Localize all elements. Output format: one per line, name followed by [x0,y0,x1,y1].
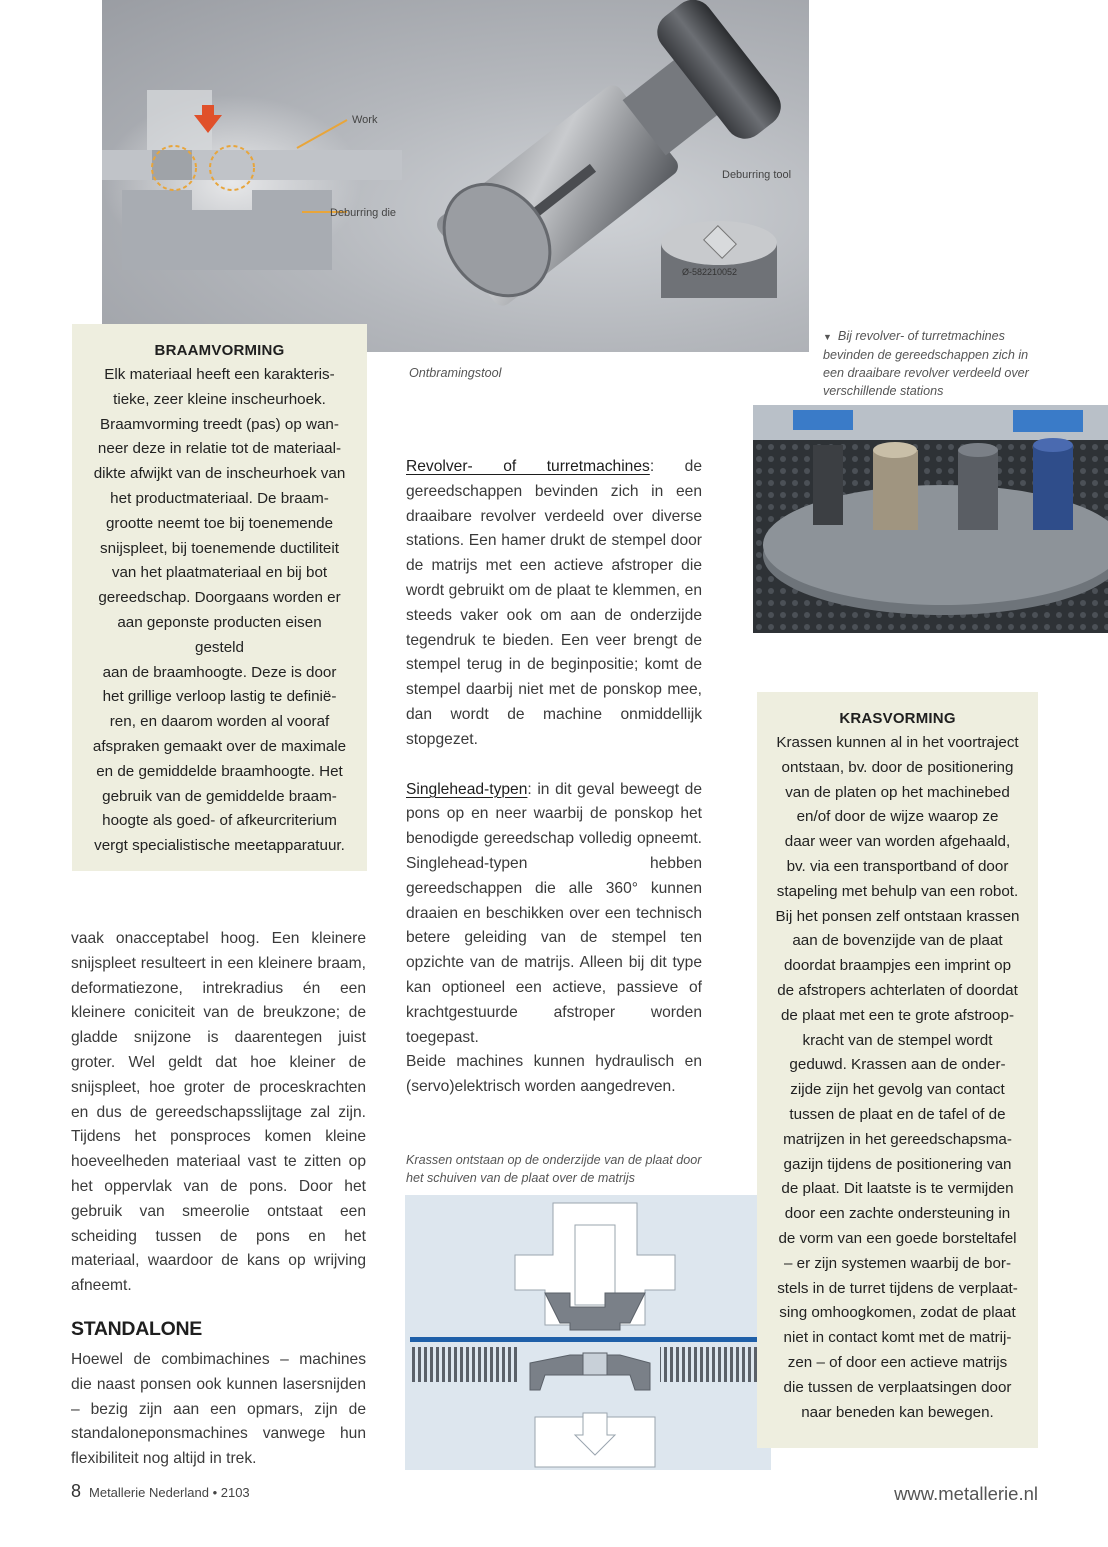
braamvorming-text: Elk materiaal heeft een karakteris- tieke, zeer kleine inscheurhoek. Braamvorming treedt (pas) op wan- neer deze in relatie tot de materiaal- dikte afwijkt van de inscheurhoek van het productmateriaal. De braam- grootte neemt toe bij toenemende snijspleet, bij toenemende ductiliteit van het plaatmateriaal en bij bot gereedschap. Doorgaans worden er aan geponste producten eisen gesteld aan de braamhoogte. Deze is door het grillige verloop lastig te definië- ren, en daarom worden al vooraf afspraken gemaakt over de maximale en de gemiddelde braamhoogte. Het gebruik van de gemiddelde braam- hoogte als goed- of afkeurcriterium vergt specialistische meetapparatuur. [92,366,347,855]
sidebar-krasvorming [757,692,1038,1448]
caption-turret-text: Bij revolver- of turretmachines bevinden de gereedschappen zich in een draaibare revolver verdeeld over verschillende stations [823,329,1029,398]
page-number: 8 [71,1481,82,1501]
term-revolver: Revolver- of turretmachines [406,458,650,475]
paragraph-standalone: Hoewel de combimachines – machines die naast ponsen ook kunnen lasersnijden – bezig zijn aan een opmars, zijn de standaloneponsmachines vanwege hun flexibiliteit nog altijd in trek. [71,1351,366,1468]
publication-name: Metallerie Nederland • 2103 [89,1485,250,1500]
caret-down-icon: ▼ [823,332,832,342]
photo-turret-machine [753,405,1108,633]
term-singlehead: Singlehead-typen [406,780,528,798]
column-left [71,927,366,1299]
paragraph-singlehead: Singlehead-typen: in dit geval beweegt de pons op en neer waarbij de ponskop het benodigde gereedschap volledig opneemt. Singlehead-typen hebben gereedschappen die alle 360° kunnen draaien en beschikken over een technisch betere geleiding van de stempel ten opzichte van de matrijs. Alleen bij dit type kan optioneel een actieve, passieve of krachtgestuurde afstroper worden toegepast. [406,780,702,1046]
caption-photo: Ontbramingstool [409,366,502,380]
caption-turret [823,327,1048,400]
sidebar-braamvorming [72,324,367,871]
website-link[interactable]: www.metallerie.nl [894,1483,1038,1504]
label-deburring-die: Deburring die [330,207,397,219]
krasvorming-title: KRASVORMING [839,710,956,727]
paragraph-aandrijving: Beide machines kunnen hydraulisch en (servo)elektrisch worden aangedreven. [406,1053,702,1096]
label-deburring-tool: Deburring tool [722,169,792,181]
column-left-standalone [71,1348,366,1472]
paragraph-snijspleet: vaak onacceptabel hoog. Een kleinere snijspleet resulteert in een kleinere braam, deformatiezone, intrekradius én een kleinere coniciteit van de breukzone; de gladde snijzone is daarentegen juist groter. Wel geldt dat hoe kleiner de snijspleet, hoe groter de proceskrachten en dus de gereedschapsslijtage zal zijn. Tijdens het ponsproces komen kleine hoeveelheden materiaal vast te zitten op het oppervlak van de pons. Door het gebruik van smeerolie ontstaat een scheiding tussen de pons en het materiaal, waardoor de kans op wrijving afneemt. [71,930,366,1295]
label-work: Work [352,114,378,126]
caption-kras: Krassen ontstaan op de onderzijde van de plaat door het schuiven van de plaat over de matrijs [406,1153,702,1185]
column-middle [406,455,702,1100]
tool-marking: Ø-582210052 [682,267,738,277]
krasvorming-text: Krassen kunnen al in het voortraject ontstaan, bv. door de positionering van de platen op het machinebed en/of door de wijze waarop ze daar weer van worden afgehaald, bv. via een transportband of door stapeling met behulp van een robot. Bij het ponsen zelf ontstaan krassen aan de bovenzijde van de plaat doordat braampjes een imprint op de afstropers achterlaten of doordat de plaat met een te grote afstroop- kracht van de stempel wordt geduwd. Krassen aan de onder- zijde zijn het gevolg van contact tussen de plaat en de tafel of de matrijzen in het gereedschapsma- gazijn tijdens de positionering van de plaat. Dit laatste is te vermijden door een zachte ondersteuning in de vorm van een goede borsteltafel – er zijn systemen waarbij de bor- stels in de turret tijdens de verplaat- sing omhoogkomen, zodat de plaat niet in contact komt met de matrij- zen – of door een actieve matrijs die tussen de verplaatsingen door naar beneden kan bewegen. [775,734,1020,1421]
photo-deburring-tool [102,0,809,352]
heading-standalone: STANDALONE [71,1318,202,1340]
diagram-brush-table [405,1195,771,1470]
paragraph-revolver: Revolver- of turretmachines: de gereedschappen bevinden zich in een draaibare revolver verdeeld over diverse stations. Een hamer drukt de stempel door de matrijs met een actieve afstroper die wordt gebruikt om de plaat te klemmen, en steeds vaker ook om aan de onderzijde tegendruk te bieden. Een veer brengt de stempel terug in de beginpositie; komt de stempel daarbij niet met de ponskop mee, dan wordt de machine onmiddellijk stopgezet. [406,458,702,748]
footer-publication [71,1481,250,1502]
braamvorming-title: BRAAMVORMING [154,342,285,359]
